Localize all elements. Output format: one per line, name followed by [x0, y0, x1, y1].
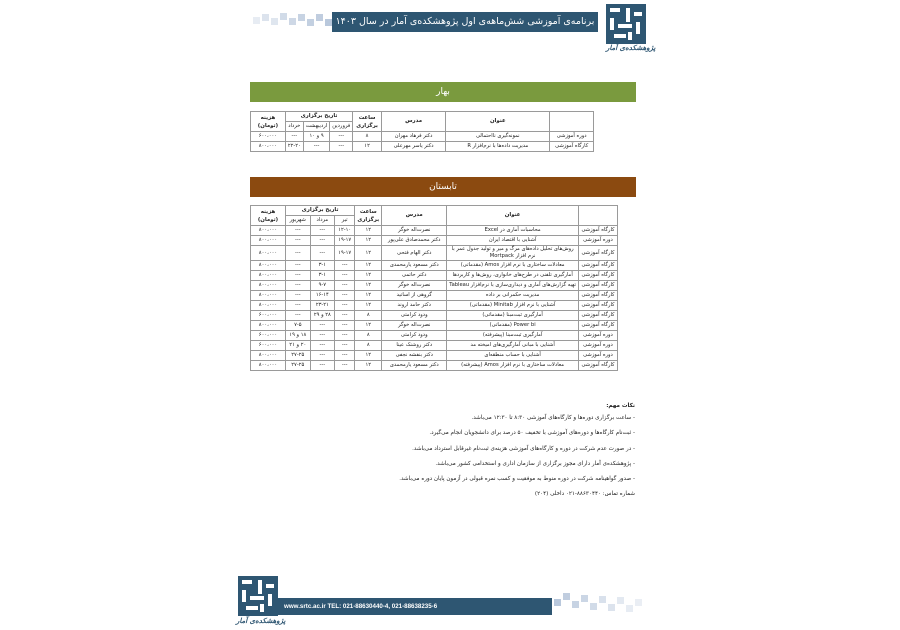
cell-month-1: ---	[335, 261, 355, 271]
cell-cost: ۶۰۰،۰۰۰	[251, 331, 286, 341]
table-row	[251, 321, 618, 331]
cell-cost: ۸۰۰،۰۰۰	[251, 291, 286, 301]
footer-logo	[238, 576, 278, 616]
cell-month-3: ۲۷-۲۵	[286, 351, 311, 361]
cell-cost: ۶۰۰،۰۰۰	[251, 311, 286, 321]
cell-teacher: نصرت‌اله خوگر	[382, 321, 447, 331]
cell-type: کارگاه آموزشی	[579, 246, 618, 261]
cell-title: نمونه‌گیری نااحتمالی	[446, 132, 550, 142]
cell-title: آشنایی با حساب منطقه‌ای	[447, 351, 579, 361]
cell-teacher: گروهی از اساتید	[382, 291, 447, 301]
cell-type: کارگاه آموزشی	[579, 226, 618, 236]
cell-month-3: ۲۷-۲۵	[286, 361, 311, 371]
cell-title: مدیریت حکمرانی بر داده	[447, 291, 579, 301]
cell-teacher: دکتر الهام فتحی	[382, 246, 447, 261]
cell-cost: ۸۰۰،۰۰۰	[251, 261, 286, 271]
col-month-2: مرداد	[310, 216, 335, 226]
cell-month-1: ---	[335, 341, 355, 351]
cell-title: آمارگیری ثبت‌مبنا (پیشرفته)	[447, 331, 579, 341]
cell-hours: ۸	[353, 132, 382, 142]
summer-table	[250, 205, 618, 371]
table-row	[251, 341, 618, 351]
cell-title: مدیریت داده‌ها با نرم‌افزار R	[446, 142, 550, 152]
col-title: عنوان	[446, 112, 550, 132]
cell-teacher: ودود کرامتی	[382, 331, 447, 341]
cell-month-3: ---	[286, 271, 311, 281]
cell-month-3: ۲۰ و ۲۱	[286, 341, 311, 351]
cell-month-3: ---	[286, 261, 311, 271]
cell-type: کارگاه آموزشی	[579, 271, 618, 281]
cell-month-3: ---	[286, 281, 311, 291]
cell-title: تهیه گزارش‌های آماری و دیداری‌سازی با نرم‌افزار Tableau	[447, 281, 579, 291]
cell-teacher: دکتر یاسر مهرعلی	[381, 142, 445, 152]
cell-teacher: نصرت‌اله خوگر	[382, 226, 447, 236]
cell-cost: ۸۰۰،۰۰۰	[251, 142, 286, 152]
table-row	[251, 246, 618, 261]
cell-cost: ۸۰۰،۰۰۰	[251, 281, 286, 291]
cell-title: آشنایی با مبانی آمارگیری‌های امیخته مد	[447, 341, 579, 351]
cell-month-2: ۳-۱	[310, 271, 335, 281]
cell-type: کارگاه آموزشی	[579, 361, 618, 371]
table-row	[251, 132, 594, 142]
cell-hours: ۱۲	[355, 261, 382, 271]
cell-hours: ۱۲	[355, 226, 382, 236]
cell-month-3: ---	[286, 291, 311, 301]
cell-month-1: ---	[335, 271, 355, 281]
cell-cost: ۸۰۰،۰۰۰	[251, 271, 286, 281]
cell-hours: ۱۲	[355, 321, 382, 331]
cell-title: معادلات ساختاری با نرم افزار Amos (مقدماتی)	[447, 261, 579, 271]
table-row	[251, 331, 618, 341]
cell-month-2: ۳-۱	[310, 261, 335, 271]
cell-type: کارگاه آموزشی	[579, 321, 618, 331]
page-title: برنامه‌ی آموزشی شش‌ماهه‌ی اول پژوهشکده‌ی آمار در سال ۱۴۰۳	[332, 12, 598, 32]
cell-month-3: ۲۲-۲۰	[285, 142, 303, 152]
cell-hours: ۸	[355, 341, 382, 351]
cell-month-3: ۷-۵	[286, 321, 311, 331]
table-row	[251, 351, 618, 361]
col-cost: هزینه (تومان)	[251, 112, 286, 132]
cell-month-3: ---	[285, 132, 303, 142]
cell-type: دوره آموزشی	[579, 351, 618, 361]
table-row	[251, 142, 594, 152]
notes-heading: نکات مهم:	[606, 403, 635, 409]
cell-title: آمارگیری ثبت‌مبنا (مقدماتی)	[447, 311, 579, 321]
cell-month-3: ---	[286, 236, 311, 246]
cell-cost: ۶۰۰،۰۰۰	[251, 132, 286, 142]
cell-title: آشنایی با اقتصاد ایران	[447, 236, 579, 246]
cell-type: دوره آموزشی	[550, 132, 594, 142]
institute-logo	[606, 4, 646, 44]
note-item: - در صورت عدم شرکت در دوره و کارگاه‌های آموزشی هزینه‌ی ثبت‌نام غیرقابل استرداد می‌باشد.	[412, 445, 635, 452]
cell-type: کارگاه آموزشی	[579, 281, 618, 291]
cell-hours: ۱۲	[353, 142, 382, 152]
cell-teacher: نصرت‌اله خوگر	[382, 281, 447, 291]
cell-title: معادلات ساختاری با نرم افزار Amos (پیشرفته)	[447, 361, 579, 371]
note-item: - ساعت برگزاری دوره‌ها و کارگاه‌های آموزشی ۸:۳۰ تا ۱۲:۳۰ می‌باشد.	[471, 415, 635, 421]
col-month-3: شهریور	[286, 216, 311, 226]
cell-title: Power bi (مقدماتی)	[447, 321, 579, 331]
table-row	[251, 281, 618, 291]
cell-hours: ۸	[355, 331, 382, 341]
cell-month-2: ۹ و ۱۰	[303, 132, 329, 142]
col-title: عنوان	[447, 206, 579, 226]
cell-month-1: ---	[330, 132, 353, 142]
cell-teacher: دکتر حاتمی	[382, 271, 447, 281]
cell-teacher: دکتر محمدصادق علی‌پور	[382, 236, 447, 246]
cell-title: آمارگیری تلفنی در طرح‌های خانواری، روش‌ها و کاربردها	[447, 271, 579, 281]
cell-hours: ۱۲	[355, 291, 382, 301]
cell-month-2: ---	[310, 226, 335, 236]
cell-title: روش‌های تحلیل داده‌های مرگ و میر و تولید جدول عمر با نرم افزار Mortpack	[447, 246, 579, 261]
contact-phone: شماره تماس: ۸۸۶۳۰۴۴۰-۰۲۱ داخلی (۲۰۴)	[534, 491, 635, 498]
table-row	[251, 261, 618, 271]
cell-type: دوره آموزشی	[579, 236, 618, 246]
col-month-1: فروردین	[330, 122, 353, 132]
table-row	[251, 226, 618, 236]
cell-title: محاسبات آماری در Excel	[447, 226, 579, 236]
cell-type: کارگاه آموزشی	[579, 301, 618, 311]
cell-type: کارگاه آموزشی	[579, 311, 618, 321]
cell-cost: ۸۰۰،۰۰۰	[251, 361, 286, 371]
cell-month-2: ۲۸ و ۲۹	[310, 311, 335, 321]
table-row	[251, 271, 618, 281]
col-type	[579, 206, 618, 226]
col-date: تاریخ برگزاری	[285, 112, 352, 122]
col-teacher: مدرس	[381, 112, 445, 132]
table-row	[251, 291, 618, 301]
cell-month-1: ---	[330, 142, 353, 152]
logo-caption: پژوهشکده‌ی آمار	[606, 44, 656, 52]
note-item: - ثبت‌نام کارگاه‌ها و دوره‌های آموزشی با تخفیف ۵۰ درصد برای دانشجویان انجام می‌گیرد.	[429, 430, 635, 437]
col-date: تاریخ برگزاری	[286, 206, 355, 216]
cell-month-1: ---	[335, 291, 355, 301]
cell-teacher: دکتر مسعود یارمحمدی	[382, 261, 447, 271]
cell-month-2: ---	[310, 236, 335, 246]
cell-teacher: دکتر روشنک عینا	[382, 341, 447, 351]
cell-cost: ۶۰۰،۰۰۰	[251, 341, 286, 351]
cell-month-1: ---	[335, 331, 355, 341]
cell-month-2: ۲۳-۲۱	[310, 301, 335, 311]
cell-month-2: ۱۶-۱۴	[310, 291, 335, 301]
cell-month-1: ---	[335, 361, 355, 371]
footer-decoration	[552, 591, 646, 615]
cell-cost: ۸۰۰،۰۰۰	[251, 351, 286, 361]
cell-hours: ۱۲	[355, 246, 382, 261]
note-item: - صدور گواهینامه شرکت در دوره منوط به موفقیت و کسب نمره قبولی در آزمون پایان دوره می‌باشد.	[399, 476, 635, 483]
cell-title: آشنایی با نرم افزار Minitab (مقدماتی)	[447, 301, 579, 311]
cell-month-3: ---	[286, 301, 311, 311]
cell-month-1: ۱۹-۱۷	[335, 236, 355, 246]
cell-cost: ۸۰۰،۰۰۰	[251, 236, 286, 246]
header-decoration	[253, 12, 335, 30]
cell-month-2: ---	[310, 321, 335, 331]
cell-teacher: دکتر حامد اروند	[382, 301, 447, 311]
table-row	[251, 361, 618, 371]
cell-hours: ۱۲	[355, 361, 382, 371]
table-row	[251, 236, 618, 246]
cell-month-2: ---	[310, 351, 335, 361]
cell-cost: ۸۰۰،۰۰۰	[251, 301, 286, 311]
col-month-3: خرداد	[285, 122, 303, 132]
cell-month-3: ---	[286, 311, 311, 321]
section-summer: تابستان	[250, 177, 636, 197]
cell-type: کارگاه آموزشی	[579, 291, 618, 301]
cell-hours: ۸	[355, 311, 382, 321]
cell-month-1: ---	[335, 281, 355, 291]
cell-hours: ۱۲	[355, 351, 382, 361]
cell-cost: ۸۰۰،۰۰۰	[251, 246, 286, 261]
cell-month-2: ---	[310, 246, 335, 261]
cell-month-1: ---	[335, 301, 355, 311]
cell-teacher: ودود کرامتی	[382, 311, 447, 321]
cell-month-1: ---	[335, 321, 355, 331]
cell-month-1: ۱۹-۱۷	[335, 246, 355, 261]
cell-month-3: ۱۸ و ۱۹	[286, 331, 311, 341]
cell-hours: ۱۲	[355, 301, 382, 311]
col-hours: ساعت برگزاری	[353, 112, 382, 132]
col-teacher: مدرس	[382, 206, 447, 226]
col-hours: ساعت برگزاری	[355, 206, 382, 226]
important-notes	[300, 403, 635, 497]
spring-table	[250, 111, 594, 152]
cell-cost: ۸۰۰،۰۰۰	[251, 321, 286, 331]
cell-month-3: ---	[286, 226, 311, 236]
cell-month-1: ---	[335, 311, 355, 321]
cell-type: دوره آموزشی	[579, 341, 618, 351]
col-month-1: تیر	[335, 216, 355, 226]
table-row	[251, 311, 618, 321]
footer-contact: www.srtc.ac.ir TEL: 021-88630440-4, 021-88638235-6	[276, 598, 552, 615]
col-month-2: اردیبهشت	[303, 122, 329, 132]
table-row	[251, 301, 618, 311]
cell-month-2: ---	[310, 331, 335, 341]
footer-logo-caption: پژوهشکده‌ی آمار	[236, 617, 286, 625]
cell-type: کارگاه آموزشی	[550, 142, 594, 152]
cell-hours: ۱۲	[355, 271, 382, 281]
note-item: - پژوهشکده‌ی آمار دارای مجوز برگزاری از سازمان اداری و استخدامی کشور می‌باشد.	[435, 460, 635, 467]
cell-month-2: ۹-۷	[310, 281, 335, 291]
col-type	[550, 112, 594, 132]
cell-teacher: دکتر بنفشه نجفی	[382, 351, 447, 361]
cell-month-3: ---	[286, 246, 311, 261]
cell-month-2: ---	[303, 142, 329, 152]
cell-month-2: ---	[310, 361, 335, 371]
cell-type: دوره آموزشی	[579, 331, 618, 341]
cell-teacher: دکتر مسعود یارمحمدی	[382, 361, 447, 371]
cell-month-1: ---	[335, 351, 355, 361]
col-cost: هزینه (تومان)	[251, 206, 286, 226]
cell-teacher: دکتر فرهاد مهران	[381, 132, 445, 142]
cell-type: کارگاه آموزشی	[579, 261, 618, 271]
cell-month-1: ۱۲-۱۰	[335, 226, 355, 236]
cell-hours: ۱۲	[355, 281, 382, 291]
cell-month-2: ---	[310, 341, 335, 351]
section-spring: بهار	[250, 82, 636, 102]
cell-hours: ۱۲	[355, 236, 382, 246]
cell-cost: ۸۰۰،۰۰۰	[251, 226, 286, 236]
